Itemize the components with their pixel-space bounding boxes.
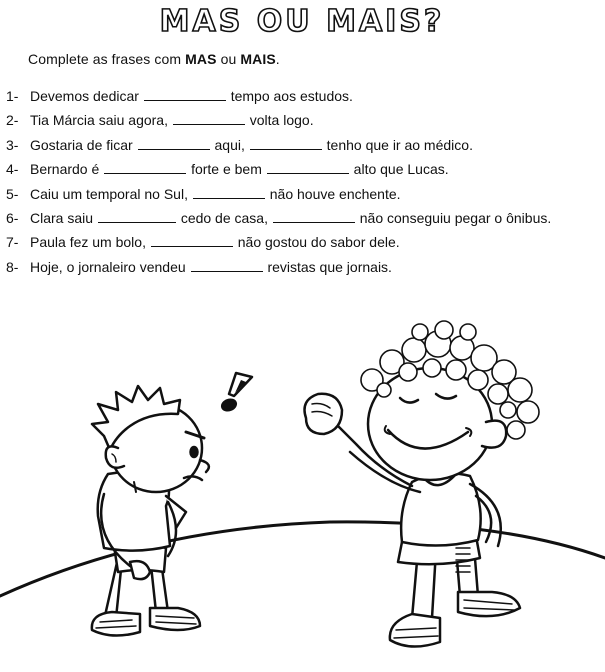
answer-blank[interactable]: [138, 135, 210, 150]
two-boys-illustration: [0, 296, 605, 672]
worksheet-title: [0, 0, 605, 40]
exercise-item: [6, 182, 551, 206]
answer-blank[interactable]: [98, 208, 176, 223]
exercise-number: 3-: [6, 136, 19, 153]
exercise-item: [6, 157, 551, 181]
exclamation-icon: [221, 373, 252, 412]
exercise-text: tempo aos estudos.: [230, 88, 353, 104]
hill-outline: [0, 522, 605, 596]
answer-blank[interactable]: [173, 110, 245, 125]
exercise-text: alto que Lucas.: [353, 161, 449, 178]
instruction-word-mas: MAS: [185, 51, 217, 67]
exercise-text: Tia Márcia saiu agora,: [30, 112, 168, 129]
exercise-number: 7-: [6, 234, 19, 251]
exercise-item: [6, 206, 551, 230]
exercise-item: [6, 133, 551, 157]
exercise-number: 1-: [6, 88, 19, 104]
small-boy: [92, 386, 209, 636]
instruction-period: .: [275, 51, 280, 67]
exercise-text: aqui,: [214, 136, 245, 153]
exercise-text: forte e bem: [191, 161, 262, 178]
exercise-text: tenho que ir ao médico.: [326, 136, 473, 153]
exercise-text: não gostou do sabor dele.: [237, 234, 400, 251]
instruction-text: Complete as frases com: [28, 51, 182, 67]
exercise-text: cedo de casa,: [180, 209, 268, 226]
exercise-text: Devemos dedicar: [30, 88, 139, 104]
instruction-line: [28, 51, 280, 67]
exercise-number: 8-: [6, 258, 19, 275]
exercise-text: Hoje, o jornaleiro vendeu: [30, 258, 186, 275]
exercise-item: [6, 230, 551, 254]
answer-blank[interactable]: [144, 86, 226, 101]
exercise-text: Caiu um temporal no Sul,: [30, 185, 188, 202]
big-boy: [305, 321, 540, 647]
exercise-text: Gostaria de ficar: [30, 136, 133, 153]
exercise-item: [6, 108, 551, 132]
exercise-text: Bernardo é: [30, 161, 100, 178]
answer-blank[interactable]: [193, 184, 265, 199]
exercise-item: [6, 255, 551, 279]
exercise-text: não conseguiu pegar o ônibus.: [359, 209, 552, 226]
answer-blank[interactable]: [104, 159, 186, 174]
exercise-text: Clara saiu: [30, 209, 94, 226]
worksheet-title-text: MAS OU MAIS?: [159, 4, 445, 39]
exercise-number: 2-: [6, 112, 19, 129]
answer-blank[interactable]: [267, 159, 349, 174]
exercise-text: Paula fez um bolo,: [30, 234, 146, 251]
answer-blank[interactable]: [191, 257, 263, 272]
answer-blank[interactable]: [250, 135, 322, 150]
exercise-number: 5-: [6, 185, 19, 202]
answer-blank[interactable]: [273, 208, 355, 223]
exercise-list: [6, 84, 551, 279]
exercise-number: 4-: [6, 161, 19, 178]
exercise-item: [6, 84, 551, 108]
exercise-text: revistas que jornais.: [267, 258, 392, 275]
instruction-word-mais: MAIS: [240, 51, 276, 67]
answer-blank[interactable]: [151, 232, 233, 247]
exercise-number: 6-: [6, 209, 19, 226]
instruction-connector: ou: [220, 51, 237, 67]
exercise-text: volta logo.: [249, 112, 314, 129]
exercise-text: não houve enchente.: [269, 185, 401, 202]
